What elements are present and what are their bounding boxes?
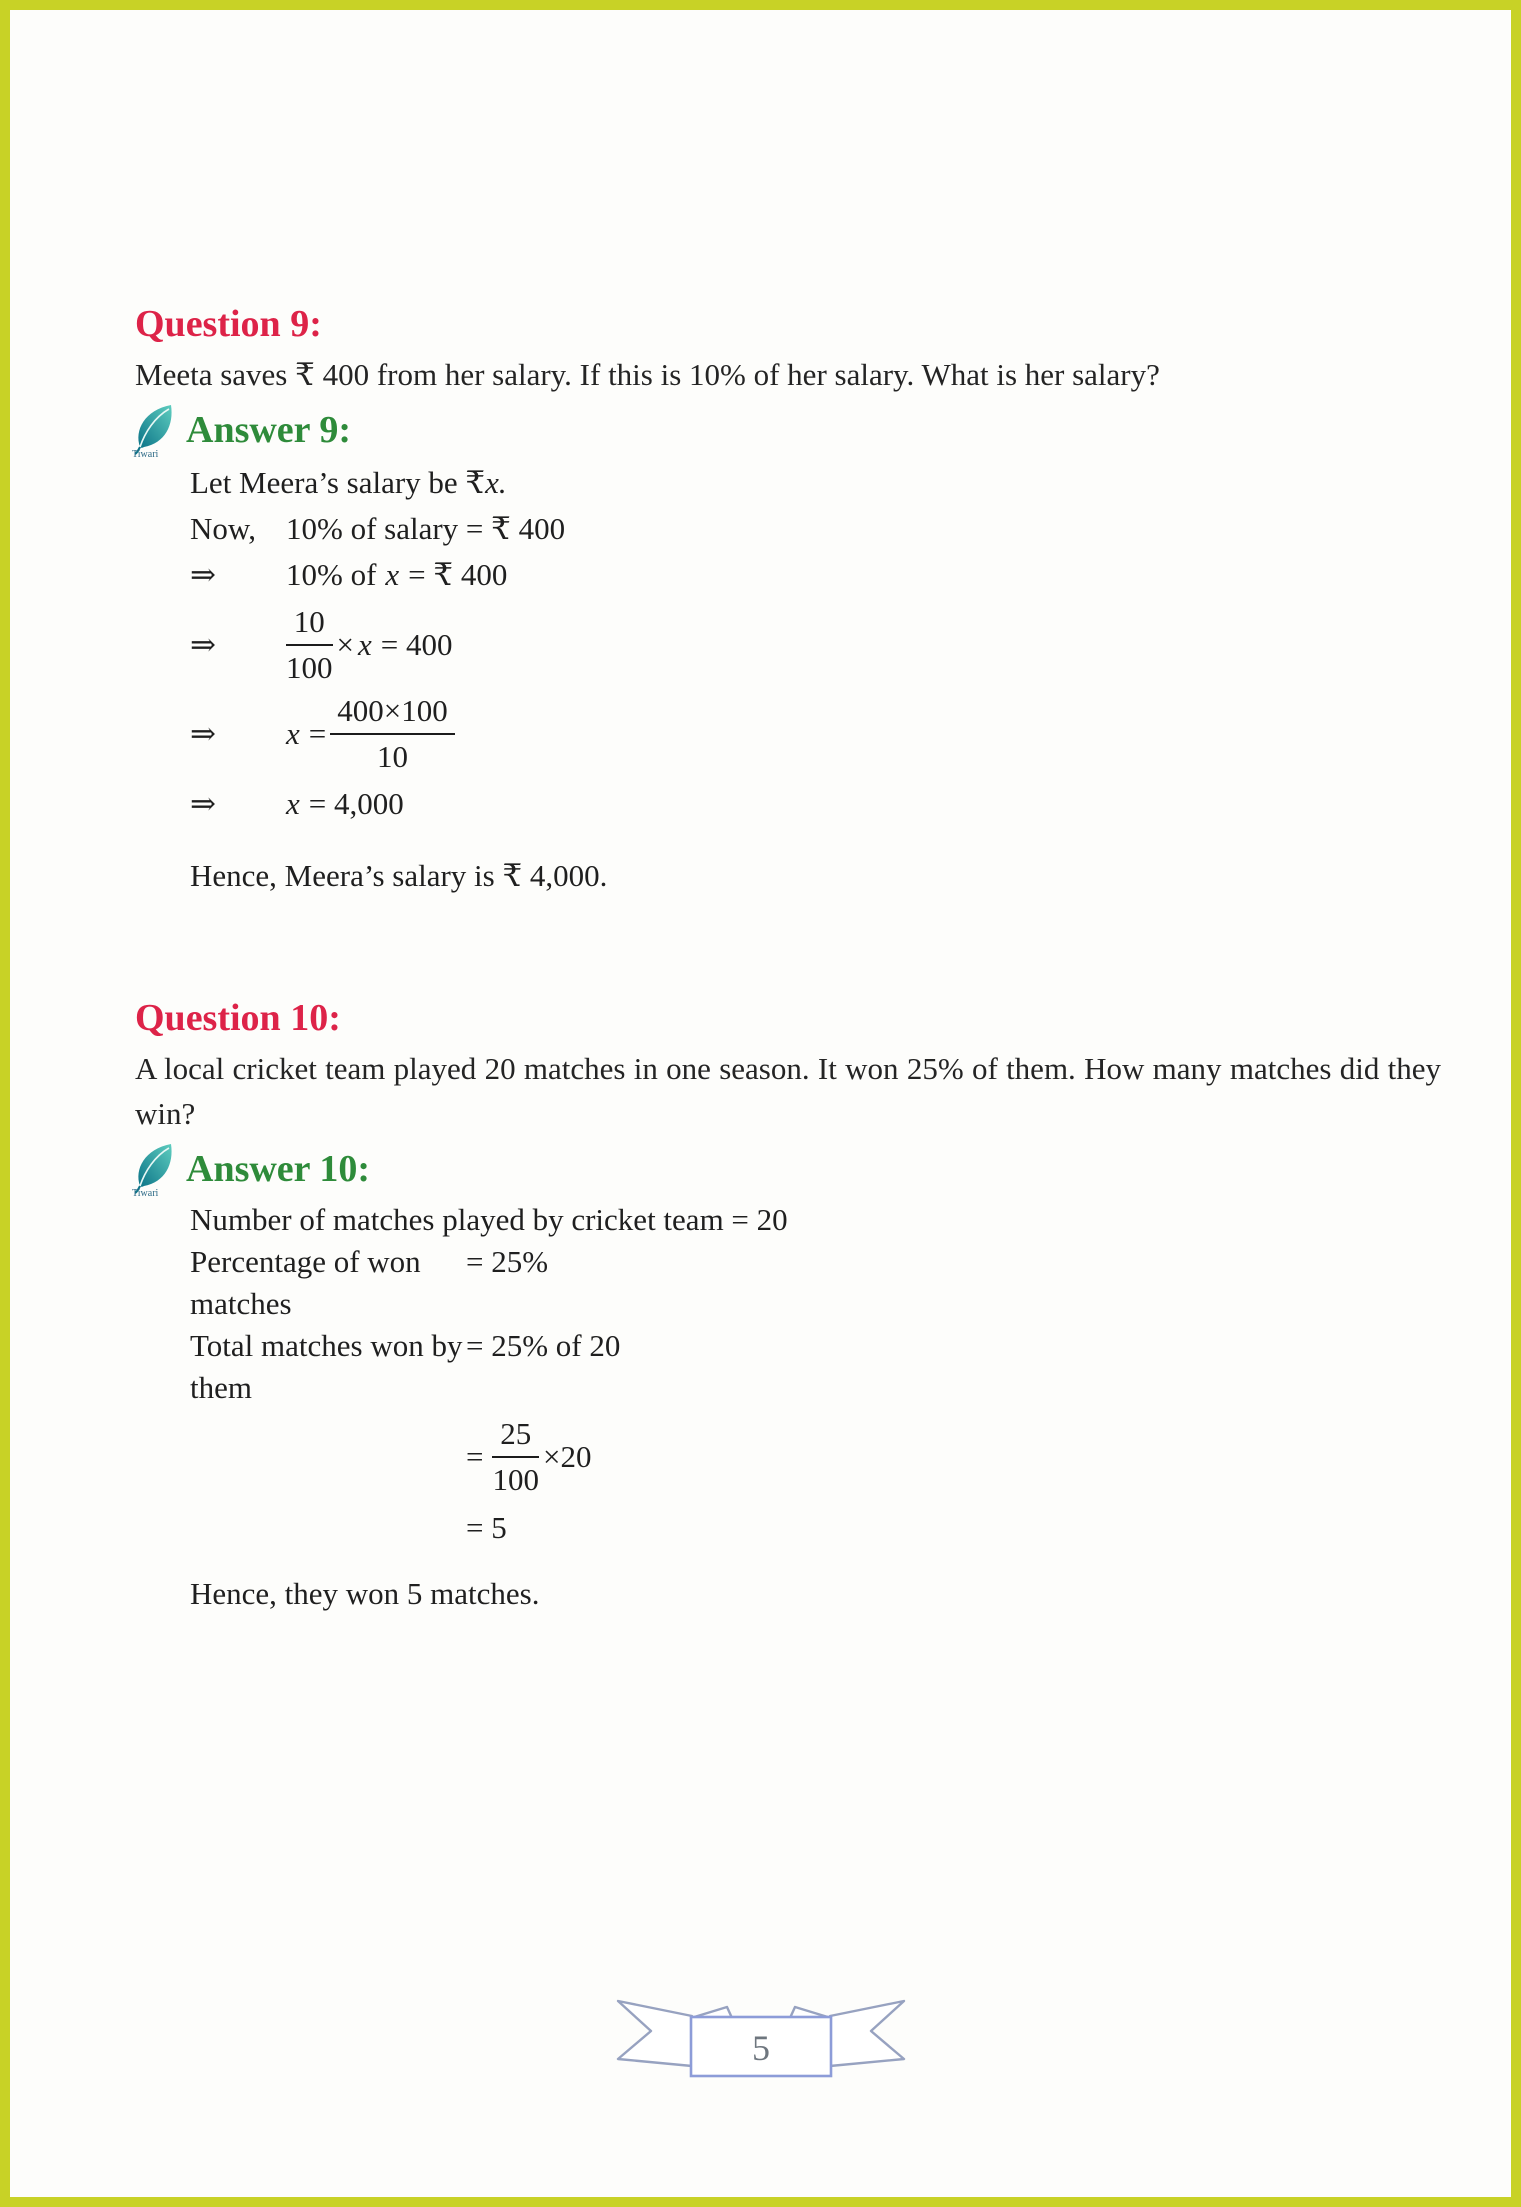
equals-sign: =: [466, 1439, 484, 1474]
step-2-result: = 400: [380, 627, 453, 662]
denominator: 10: [376, 739, 408, 774]
logo-wordmark: Tiwari: [132, 1188, 159, 1197]
variable-x: x: [385, 557, 400, 592]
page-content: [10, 10, 1511, 1616]
numerator: 400×100: [330, 692, 454, 735]
implies-arrow: ⇒: [190, 557, 216, 592]
question-10-section: [132, 996, 1441, 1616]
answer-10-heading-row: [129, 1141, 1441, 1197]
denominator: 100: [286, 650, 333, 685]
answer-9-heading-row: [129, 402, 1441, 458]
answer-10-conclusion: Hence, they won 5 matches.: [190, 1576, 540, 1611]
percentage-won-label: Percentage of won matches: [190, 1244, 421, 1321]
answer-9-conclusion: Hence, Meera’s salary is ₹ 4,000.: [190, 858, 608, 893]
percentage-won-line: [190, 1241, 1441, 1325]
page-number-ribbon: [610, 1993, 912, 2091]
answer-10-heading: Answer 10:: [186, 1148, 371, 1190]
question-9-text: Meeta saves ₹ 400 from her salary. If this is 10% of her salary. What is her salary?: [135, 357, 1160, 392]
tiwari-leaf-icon: [129, 402, 179, 458]
implies-arrow: ⇒: [190, 627, 216, 662]
step-4-result: = 4,000: [308, 786, 404, 821]
matches-played-line: [190, 1199, 1441, 1241]
matches-played-text: Number of matches played by cricket team = 20: [190, 1202, 788, 1237]
question-10-text: A local cricket team played 20 matches in one season. It won 25% of them. How many matches did they win?: [135, 1051, 1441, 1131]
denominator: 100: [492, 1462, 539, 1497]
numerator: 25: [492, 1415, 539, 1458]
implies-arrow: ⇒: [190, 716, 216, 751]
ribbon-right-wing: [830, 2001, 904, 2066]
fraction-25-over-100: [492, 1415, 539, 1499]
tiwari-leaf-icon: [129, 1141, 179, 1197]
step-1: [190, 552, 1441, 598]
logo-wordmark: Tiwari: [132, 449, 159, 458]
step-1-post: = ₹ 400: [408, 557, 508, 592]
step-now: [190, 506, 1441, 552]
variable-x: x: [286, 716, 300, 751]
intro-text: Let Meera’s salary be ₹: [190, 465, 486, 500]
question-9-heading: Question 9:: [135, 303, 322, 345]
variable-x: x.: [485, 465, 507, 500]
numerator: 10: [286, 603, 333, 646]
answer-9-heading: Answer 9:: [186, 409, 352, 451]
answer-9-intro-line: [190, 460, 1441, 506]
step-3: [190, 692, 1441, 776]
now-label: Now,: [190, 511, 257, 546]
now-equation: 10% of salary = ₹ 400: [286, 511, 566, 546]
times-20: ×20: [542, 1439, 592, 1474]
fraction-400x100-over-10: [330, 692, 454, 776]
equals-sign: =: [308, 716, 327, 751]
calculation-step: [466, 1415, 1441, 1499]
step-1-pre: 10% of: [286, 557, 377, 592]
total-won-label: Total matches won by them: [190, 1328, 463, 1405]
question-9-section: [132, 302, 1441, 898]
total-won-line: [190, 1325, 1441, 1409]
ribbon-left-wing: [618, 2001, 692, 2066]
times-sign: ×: [336, 627, 354, 662]
question-10-heading: Question 10:: [135, 997, 341, 1039]
implies-arrow: ⇒: [190, 786, 216, 821]
total-won-value: = 25% of 20: [466, 1328, 621, 1363]
percentage-won-value: = 25%: [466, 1244, 549, 1279]
step-2: [190, 603, 1441, 687]
fraction-10-over-100: [286, 603, 333, 687]
answer-10-working: [190, 1199, 1441, 1616]
answer-9-working: [190, 460, 1441, 898]
variable-x: x: [286, 786, 300, 821]
variable-x: x: [357, 627, 372, 662]
page-number: 5: [751, 2028, 770, 2068]
result-line: = 5: [466, 1510, 507, 1545]
step-4: [190, 781, 1441, 827]
